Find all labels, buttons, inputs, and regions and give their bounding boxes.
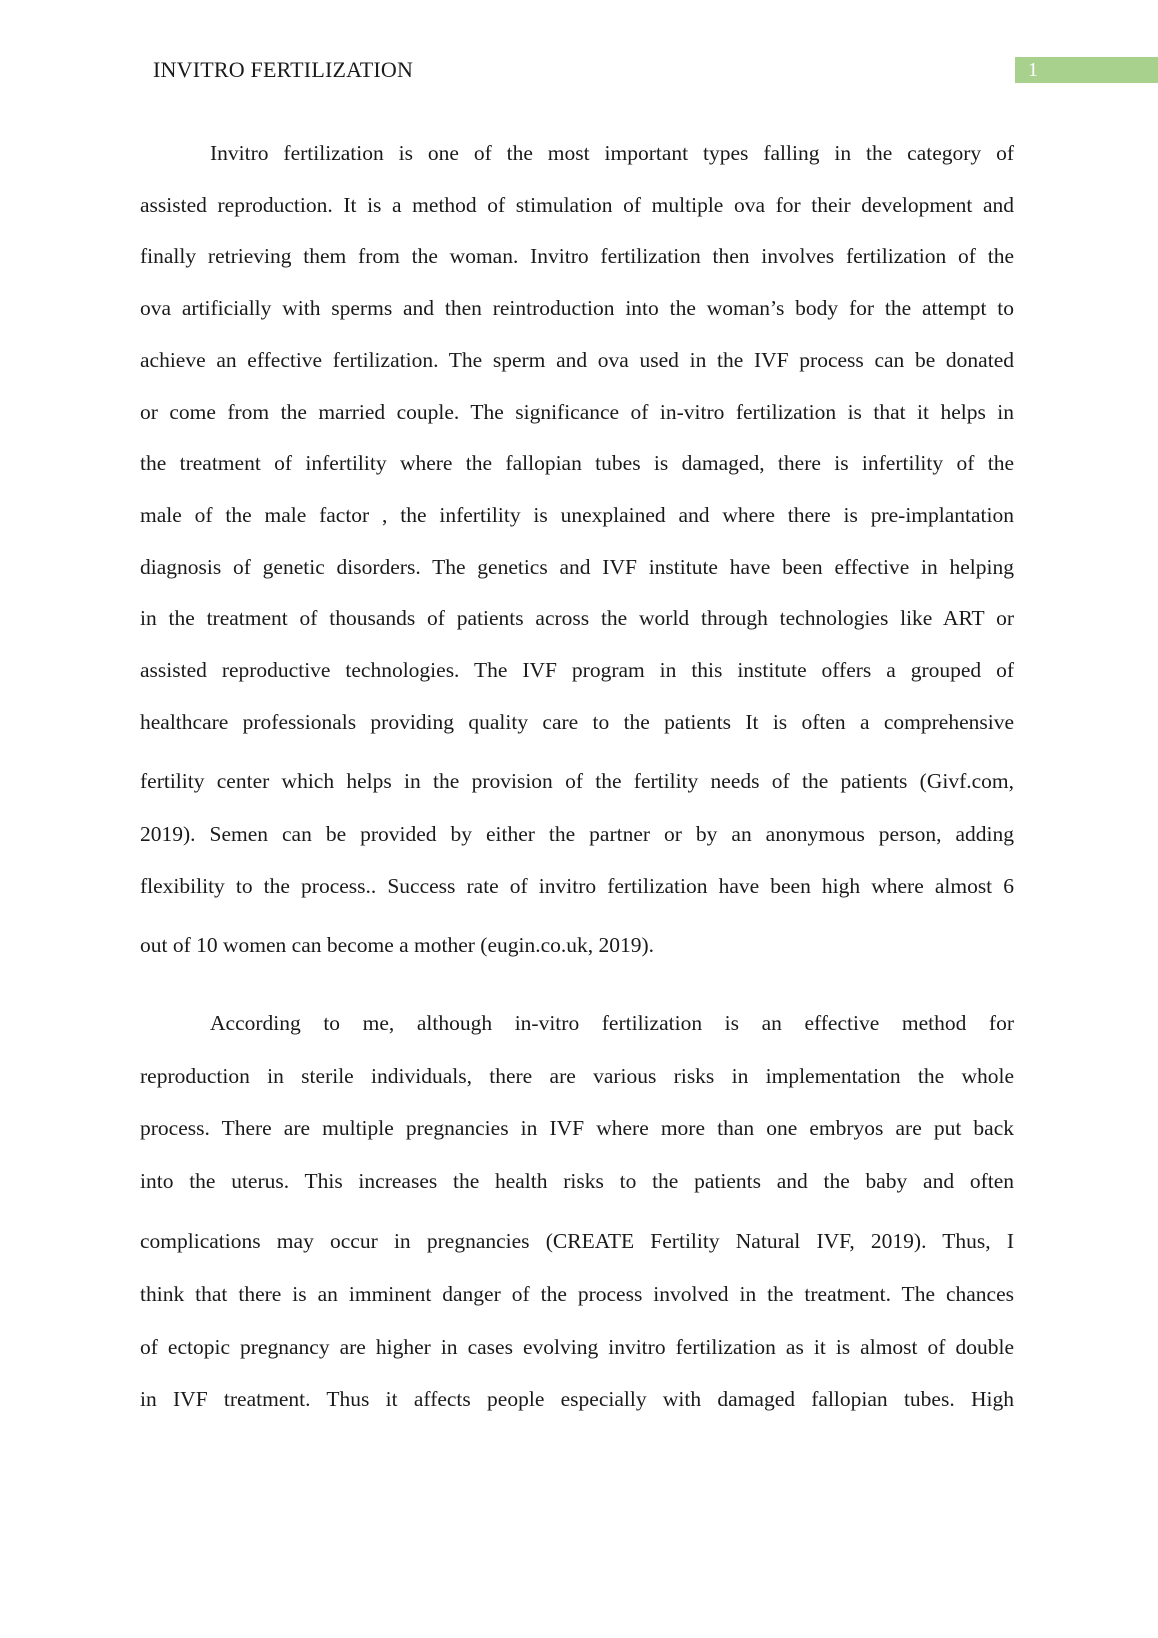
text-line: Invitro fertilization is one of the most important types falling in the category of [210,141,1014,165]
text-line: in the treatment of thousands of patients across the world through technologies like ART or [140,606,1014,630]
text-line: reproduction in sterile individuals, there are various risks in implementation the whole [140,1064,1014,1088]
text-line: According to me, although in-vitro fertilization is an effective method for [210,1011,1014,1035]
text-line: out of 10 women can become a mother (eugin.co.uk, 2019). [140,933,655,957]
text-line: fertility center which helps in the provision of the fertility needs of the patients (Givf.com, [140,769,1014,793]
text-line: or come from the married couple. The significance of in-vitro fertilization is that it helps in [140,400,1014,424]
text-line: of ectopic pregnancy are higher in cases evolving invitro fertilization as it is almost of double [140,1335,1014,1359]
text-line: diagnosis of genetic disorders. The genetics and IVF institute have been effective in helping [140,555,1014,579]
text-line: assisted reproduction. It is a method of stimulation of multiple ova for their development and [140,193,1014,217]
running-head: INVITRO FERTILIZATION [153,57,414,82]
text-line: in IVF treatment. Thus it affects people especially with damaged fallopian tubes. High [140,1387,1014,1411]
text-line: male of the male factor , the infertility is unexplained and where there is pre-implantation [140,503,1014,527]
text-line: 2019). Semen can be provided by either the partner or by an anonymous person, adding [140,822,1014,846]
page-number: 1 [1015,57,1158,83]
text-line: process. There are multiple pregnancies in IVF where more than one embryos are put back [140,1116,1014,1140]
text-line: healthcare professionals providing quality care to the patients It is often a comprehensive [140,710,1014,734]
text-line: assisted reproductive technologies. The IVF program in this institute offers a grouped of [140,658,1014,682]
text-line: think that there is an imminent danger of the process involved in the treatment. The chances [140,1282,1014,1306]
text-line: finally retrieving them from the woman. Invitro fertilization then involves fertilization of the [140,244,1014,268]
text-line: the treatment of infertility where the fallopian tubes is damaged, there is infertility of the [140,451,1014,475]
text-line: flexibility to the process.. Success rate of invitro fertilization have been high where almost 6 [140,874,1014,898]
text-line: ova artificially with sperms and then reintroduction into the woman’s body for the attempt to [140,296,1014,320]
text-line: complications may occur in pregnancies (CREATE Fertility Natural IVF, 2019). Thus, I [140,1229,1014,1253]
text-line: into the uterus. This increases the health risks to the patients and the baby and often [140,1169,1014,1193]
text-line: achieve an effective fertilization. The sperm and ova used in the IVF process can be donated [140,348,1014,372]
